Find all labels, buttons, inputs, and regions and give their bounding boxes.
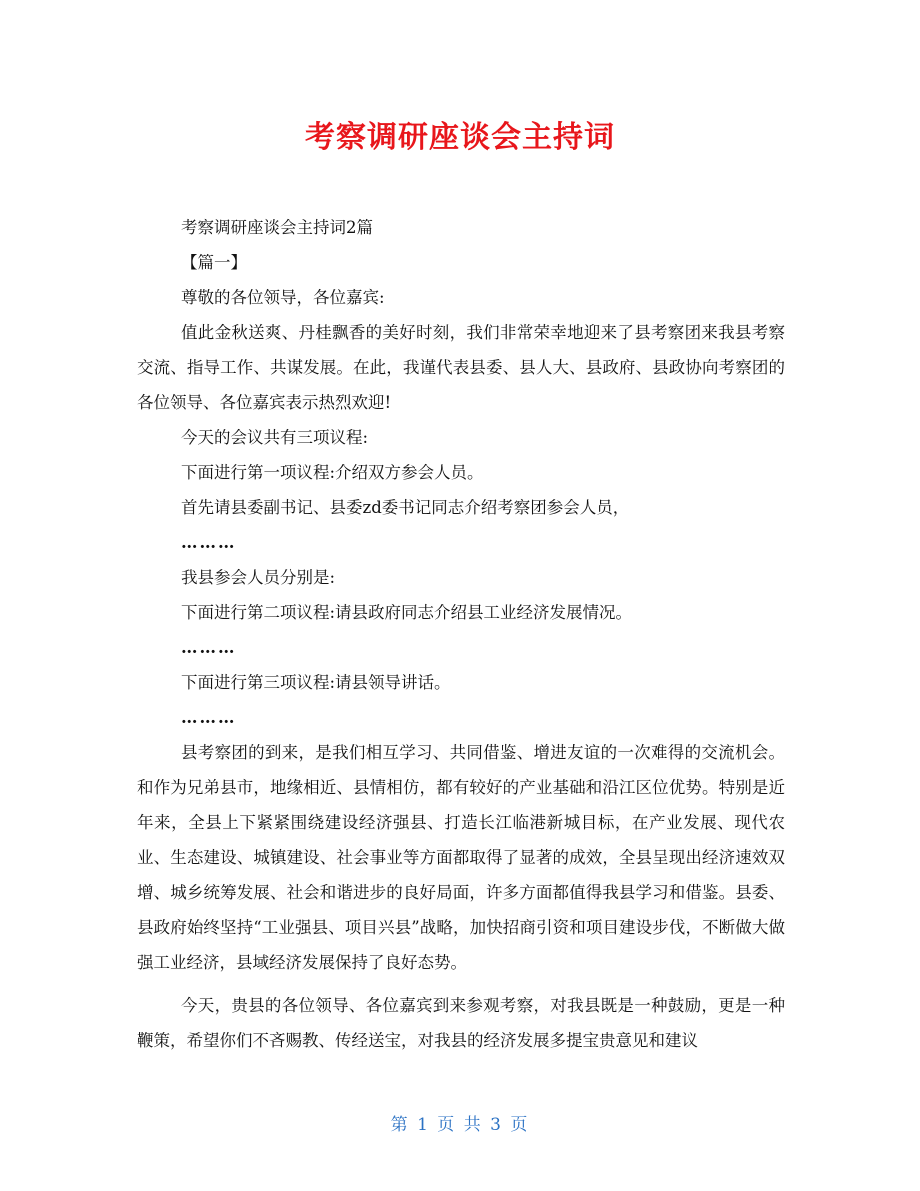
- ellipsis-paragraph: ………: [181, 533, 237, 552]
- agenda-item-1-paragraph: 下面进行第一项议程:介绍双方参会人员。: [181, 463, 484, 482]
- subtitle-paragraph: 考察调研座谈会主持词2篇: [181, 218, 373, 237]
- welcome-paragraph: 值此金秋送爽、丹桂飘香的美好时刻，我们非常荣幸地迎来了县考察团来我县考察交流、指导工作、共谋发展。在此，我谨代表县委、县人大、县政府、县政协向考察团的各位领导、各位嘉宾表示热烈欢迎!: [137, 323, 785, 412]
- ellipsis-paragraph: ………: [181, 638, 237, 657]
- participants-paragraph: 我县参会人员分别是:: [181, 568, 336, 587]
- salutation-paragraph: 尊敬的各位领导，各位嘉宾:: [181, 288, 385, 307]
- introduction-paragraph: 首先请县委副书记、县委zd委书记同志介绍考察团参会人员，: [181, 498, 630, 517]
- agenda-intro-paragraph: 今天的会议共有三项议程:: [181, 428, 369, 447]
- document-title: 考察调研座谈会主持词: [305, 120, 615, 155]
- ellipsis-paragraph: ………: [181, 708, 237, 727]
- closing-paragraph: 今天，贵县的各位领导、各位嘉宾到来参观考察，对我县既是一种鼓励，更是一种鞭策，希望你们不吝赐教、传经送宝，对我县的经济发展多提宝贵意见和建议: [137, 996, 785, 1050]
- agenda-item-3-paragraph: 下面进行第三项议程:请县领导讲话。: [181, 673, 451, 692]
- page-number-footer: 第 1 页 共 3 页: [390, 1115, 530, 1135]
- agenda-item-2-paragraph: 下面进行第二项议程:请县政府同志介绍县工业经济发展情况。: [181, 603, 633, 622]
- document-body: [137, 210, 785, 1058]
- section-heading: 【篇一】: [181, 253, 247, 272]
- exchange-paragraph: 县考察团的到来，是我们相互学习、共同借鉴、增进友谊的一次难得的交流机会。和作为兄弟县市，地缘相近、县情相仿，都有较好的产业基础和沿江区位优势。特别是近年来，全县上下紧紧围绕建设经济强县、打造长江临港新城目标，在产业发展、现代农业、生态建设、城镇建设、社会事业等方面都取得了显著的成效，全县呈现出经济速效双增、城乡统筹发展、社会和谐进步的良好局面，许多方面都值得我县学习和借鉴。县委、县政府始终坚持“工业强县、项目兴县”战略，加快招商引资和项目建设步伐，不断做大做强工业经济，县域经济发展保持了良好态势。: [137, 743, 785, 972]
